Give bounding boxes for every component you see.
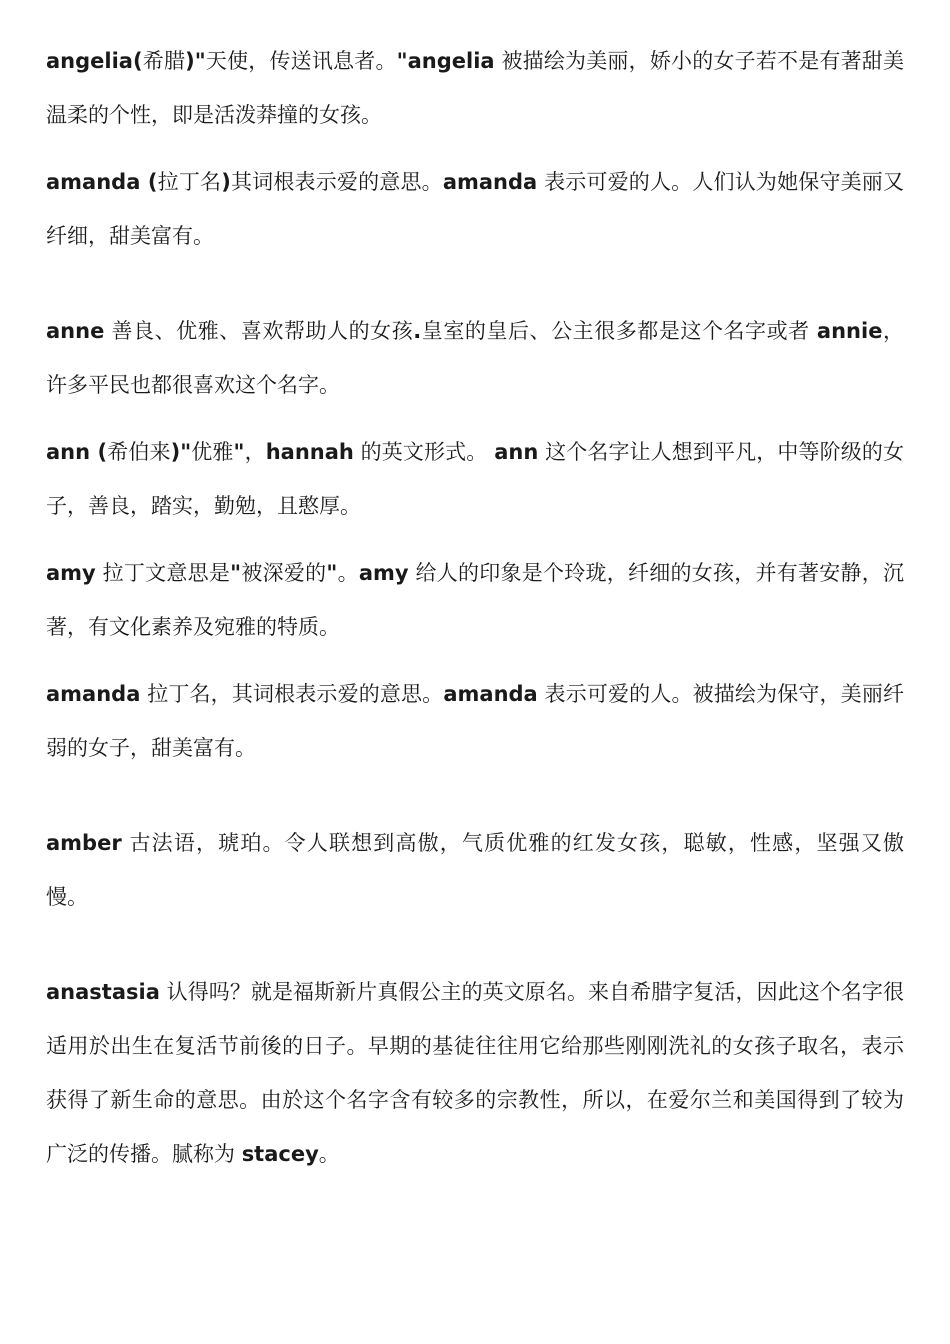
entry-text: ": [230, 561, 242, 585]
entry-amy: [46, 546, 904, 654]
entry-text: ann (: [46, 440, 108, 464]
entry-text: 认得吗？就是福斯新片真假公主的英文原名。来自希腊字复活，因此这个名字很适用於出生在复活节前後的日子。早期的基徒往往用它给那些刚刚洗礼的女孩子取名，表示获得了新生命的意思。由於这个名字含有较多的宗教性，所以，在爱尔兰和美国得到了较为广泛的传播。腻称为: [46, 980, 904, 1166]
entry-text: 拉丁名: [157, 170, 222, 194]
entry-text: "angelia: [396, 49, 495, 73]
entry-anne: [46, 304, 904, 412]
entry-amanda-2: [46, 667, 904, 775]
entry-text: ": [326, 561, 338, 585]
entry-text: stacey: [241, 1142, 319, 1166]
entry-text: amy: [358, 561, 409, 585]
entry-text: 其词根表示爱的意思。: [230, 170, 443, 194]
entry-text: 这个名字让人想到平凡，中等阶级的女子，善良，踏实，勤勉，且憨厚。: [46, 440, 905, 518]
entry-text: annie: [816, 319, 883, 343]
entry-text: amanda (: [46, 170, 158, 194]
entry-text: amanda: [46, 682, 141, 706]
entry-text: amanda: [443, 682, 538, 706]
entry-amanda-1: [46, 155, 904, 263]
entry-text: ，: [244, 440, 266, 464]
entry-text: 被深爱的: [241, 561, 327, 585]
entry-text: 善良、优雅、喜欢帮助人的女孩: [104, 319, 414, 343]
entry-text: 希伯来: [107, 440, 171, 464]
entry-text: 优雅: [191, 440, 234, 464]
entry-text: 天使，传送讯息者。: [205, 49, 397, 73]
entry-text: angelia(: [46, 49, 143, 73]
entry-text: anne: [46, 319, 105, 343]
entry-text: anastasia: [46, 980, 160, 1004]
entry-text: 拉丁文意思是: [95, 561, 231, 585]
entry-text: 给人的印象是个玲珑，纤细的女孩，并有著安静，沉著，有文化素养及宛雅的特质。: [46, 561, 904, 639]
entry-anastasia: [46, 965, 904, 1181]
entry-text: 希腊: [142, 49, 186, 73]
entry-amber: [46, 816, 904, 924]
entry-text: 。: [337, 561, 359, 585]
entry-ann: [46, 425, 904, 533]
entry-text: 的英文形式。: [353, 440, 495, 464]
entry-text: amanda: [442, 170, 538, 194]
entry-text: )": [185, 49, 206, 73]
entry-angelia: [46, 34, 904, 142]
entry-text: hannah: [265, 440, 354, 464]
document-page: [46, 34, 904, 1181]
entry-text: )": [170, 440, 192, 464]
entry-text: amber: [46, 831, 122, 855]
entry-text: 表示可爱的人。被描绘为保守，美丽纤弱的女子，甜美富有。: [46, 682, 904, 760]
entry-text: 拉丁名，其词根表示爱的意思。: [140, 682, 444, 706]
entry-text: 古法语，琥珀。令人联想到高傲，气质优雅的红发女孩，聪敏，性感，坚强又傲慢。: [46, 831, 904, 909]
entry-text: ann: [494, 440, 539, 464]
entry-text: 皇室的皇后、公主很多都是这个名字或者: [421, 319, 817, 343]
entry-text: .: [413, 319, 422, 343]
entry-text: ，许多平民也都很喜欢这个名字。: [46, 319, 904, 397]
entry-text: ": [233, 440, 245, 464]
entry-text: amy: [46, 561, 96, 585]
entry-text: ): [221, 170, 231, 194]
entry-text: 被描绘为美丽，娇小的女子若不是有著甜美温柔的个性，即是活泼莽撞的女孩。: [46, 49, 904, 127]
entry-text: 表示可爱的人。人们认为她保守美丽又纤细，甜美富有。: [46, 170, 904, 248]
entry-text: 。: [318, 1142, 340, 1166]
